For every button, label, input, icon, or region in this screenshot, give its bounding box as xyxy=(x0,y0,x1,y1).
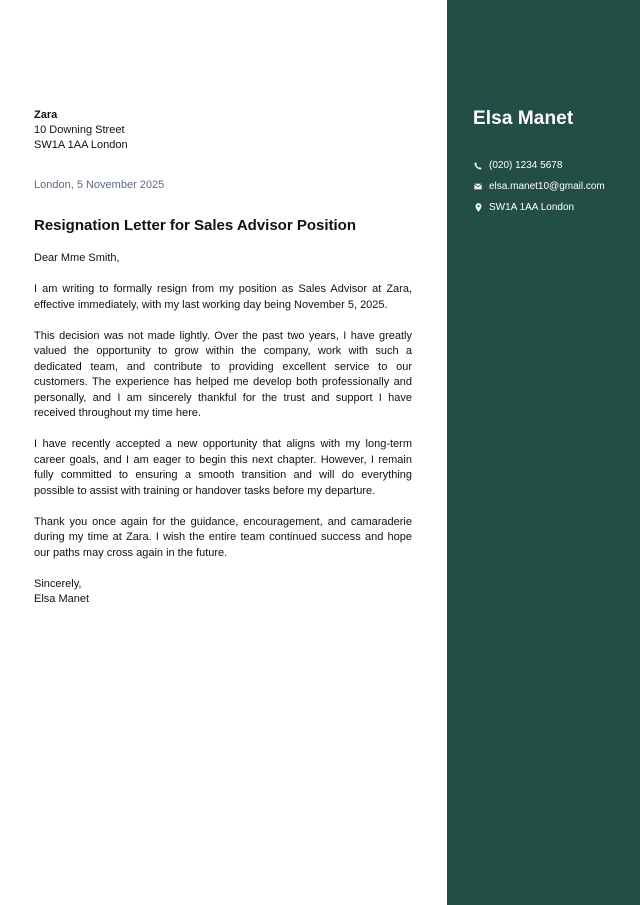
letter-body xyxy=(34,108,412,608)
contact-email-value[interactable]: elsa.manet10@gmail.com xyxy=(489,181,605,192)
recipient-street: 10 Downing Street xyxy=(34,124,125,136)
paragraph-1: I am writing to formally resign from my position as Sales Advisor at Zara, effective immediately, with my last working day being November 5, 2025. xyxy=(34,283,412,311)
contact-phone xyxy=(473,155,638,176)
paragraph-4: Thank you once again for the guidance, encouragement, and camaraderie during my time at Zara. I wish the entire team continued success and hope our paths may cross again in the future. xyxy=(34,515,412,559)
contact-email xyxy=(473,176,638,197)
closing-phrase: Sincerely, xyxy=(34,577,82,590)
letter-subject: Resignation Letter for Sales Advisor Position xyxy=(34,217,357,234)
email-icon xyxy=(473,183,483,190)
recipient-city: SW1A 1AA London xyxy=(34,139,128,151)
paragraph-3: I have recently accepted a new opportunity that aligns with my long-term career goals, and I am eager to begin this next chapter. However, I remain fully committed to ensuring a smooth transition and will do everything possible to assist with training or handover tasks before my departure. xyxy=(34,438,412,497)
letter-date: London, 5 November 2025 xyxy=(34,179,165,191)
contact-location-value: SW1A 1AA London xyxy=(489,202,575,213)
contact-location xyxy=(473,197,638,218)
contact-list xyxy=(473,155,638,218)
recipient-address xyxy=(34,108,412,153)
contact-phone-value[interactable]: (020) 1234 5678 xyxy=(489,160,563,171)
location-icon xyxy=(473,203,483,212)
phone-icon xyxy=(473,162,483,170)
signature-name: Elsa Manet xyxy=(34,593,90,605)
recipient-company: Zara xyxy=(34,109,58,121)
paragraph-2: This decision was not made lightly. Over the past two years, I have greatly valued the opportunity to grow within the company, work with such a dedicated team, and contribute to providing excellent service to our customers. The experience has helped me develop both professionally and personally, and I am sincerely thankful for the trust and support I have received throughout my time here. xyxy=(34,329,412,419)
letter-closing xyxy=(34,577,412,608)
sidebar xyxy=(447,0,640,905)
sender-name: Elsa Manet xyxy=(473,108,574,129)
salutation: Dear Mme Smith, xyxy=(34,252,120,264)
